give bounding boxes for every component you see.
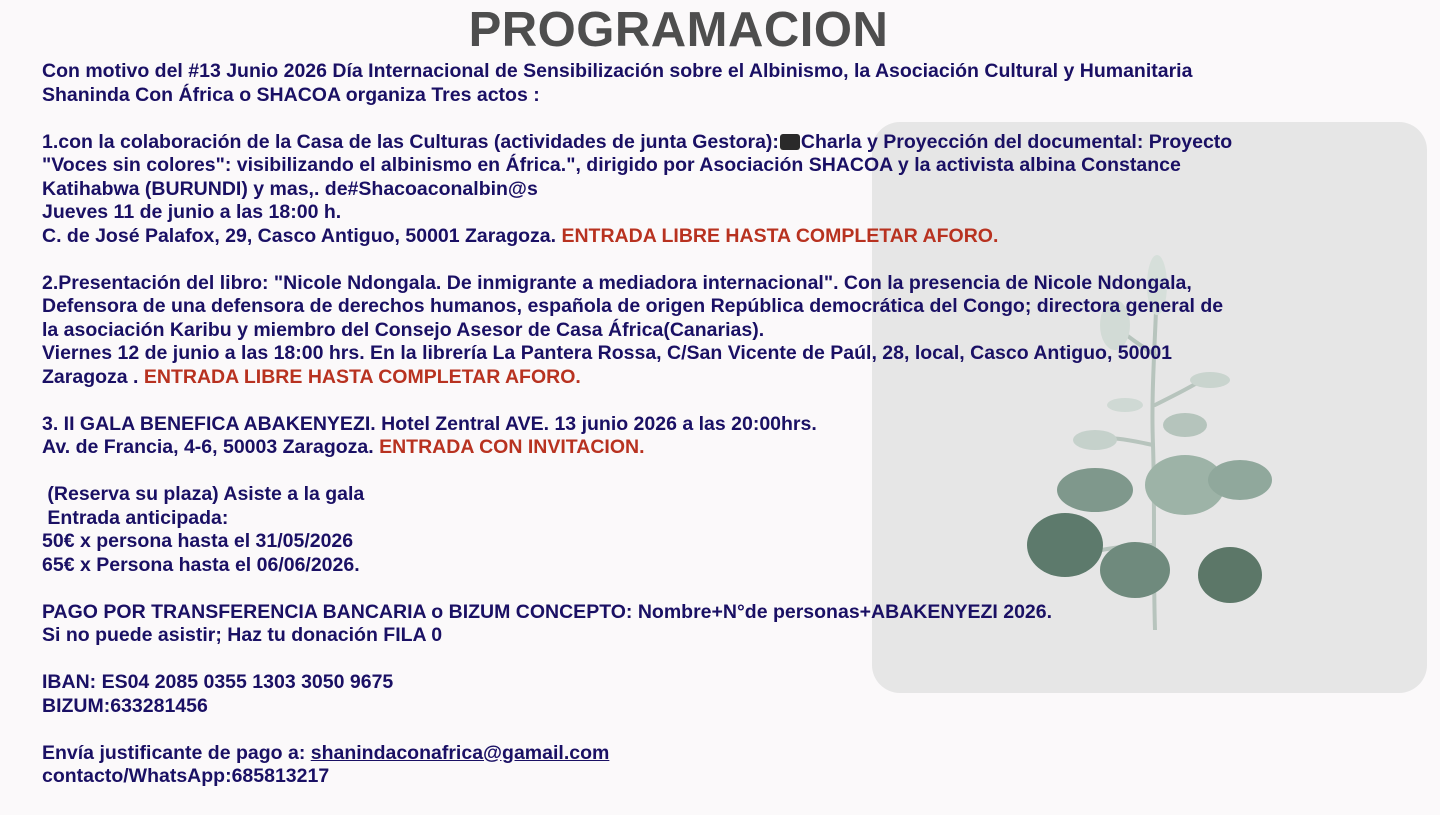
bizum-line: BIZUM:633281456 — [42, 694, 208, 717]
booking-line: Entrada anticipada: — [42, 506, 229, 529]
act1-text: Charla y Proyección del documental: Proyecto — [800, 130, 1233, 153]
act2-address-line — [42, 366, 1382, 390]
act3-address: Av. de Francia, 4-6, 50003 Zaragoza. — [42, 436, 380, 458]
act2-line: 2.Presentación del libro: "Nicole Ndongala. De inmigrante a mediadora internacional". Con la presencia de Nicole Ndongala, — [42, 271, 1192, 294]
film-projector-icon — [780, 134, 800, 150]
proof-label: Envía justificante de pago a: — [42, 741, 311, 764]
act1-address: C. de José Palafox, 29, Casco Antiguo, 50001 Zaragoza. — [42, 224, 562, 247]
price-line: 50€ x persona hasta el 31/05/2026 — [42, 530, 354, 552]
act1-line: "Voces sin colores": visibilizando el albinismo en África.", dirigido por Asociación SHACOA y la activista albina Constance — [42, 154, 1181, 176]
email-link[interactable]: shanindaconafrica@gamail.com — [310, 741, 610, 764]
whatsapp-line: contacto/WhatsApp:685813217 — [42, 765, 330, 787]
act1-text: 1.con la colaboración de la Casa de las Culturas (actividades de junta Gestora): — [42, 130, 779, 153]
booking-line: (Reserva su plaza) Asiste a la gala — [42, 483, 365, 505]
act1-date: Jueves 11 de junio a las 18:00 h. — [42, 201, 342, 223]
act3-line: 3. II GALA BENEFICA ABAKENYEZI. Hotel Zentral AVE. 13 junio 2026 a las 20:00hrs. — [42, 412, 817, 435]
act1-notice: ENTRADA LIBRE HASTA COMPLETAR AFORO. — [561, 224, 999, 247]
intro-line: Con motivo del #13 Junio 2026 Día Internacional de Sensibilización sobre el Albinismo, la Asociación Cultural y Humanitaria — [42, 60, 1193, 82]
act1-address-line — [42, 225, 1382, 249]
act3-address-line — [42, 436, 1382, 460]
act1-line — [42, 131, 1382, 155]
act2-notice: ENTRADA LIBRE HASTA COMPLETAR AFORO. — [143, 365, 581, 388]
price-line: 65€ x Persona hasta el 06/06/2026. — [42, 553, 360, 576]
act3-notice: ENTRADA CON INVITACION. — [379, 436, 645, 458]
act1-line: Katihabwa (BURUNDI) y mas,. de#Shacoaconalbin@s — [42, 177, 538, 200]
act2-line: la asociación Karibu y miembro del Consejo Asesor de Casa África(Canarias). — [42, 318, 765, 341]
intro-line: Shaninda Con África o SHACOA organiza Tres actos : — [42, 83, 540, 106]
program-content — [42, 60, 1382, 789]
proof-line — [42, 742, 1382, 766]
act2-address: Zaragoza . — [42, 365, 144, 388]
act2-line: Defensora de una defensora de derechos humanos, española de origen República democrática del Congo; directora general de — [42, 295, 1224, 317]
iban-line: IBAN: ES04 2085 0355 1303 3050 9675 — [42, 671, 394, 693]
page-title: PROGRAMACION — [468, 3, 889, 57]
act2-line: Viernes 12 de junio a las 18:00 hrs. En la librería La Pantera Rossa, C/San Vicente de Paúl, 28, local, Casco Antiguo, 50001 — [42, 342, 1173, 364]
payment-line: PAGO POR TRANSFERENCIA BANCARIA o BIZUM CONCEPTO: Nombre+N°de personas+ABAKENYEZI 2026. — [42, 600, 1053, 623]
payment-line: Si no puede asistir; Haz tu donación FILA 0 — [42, 624, 443, 646]
